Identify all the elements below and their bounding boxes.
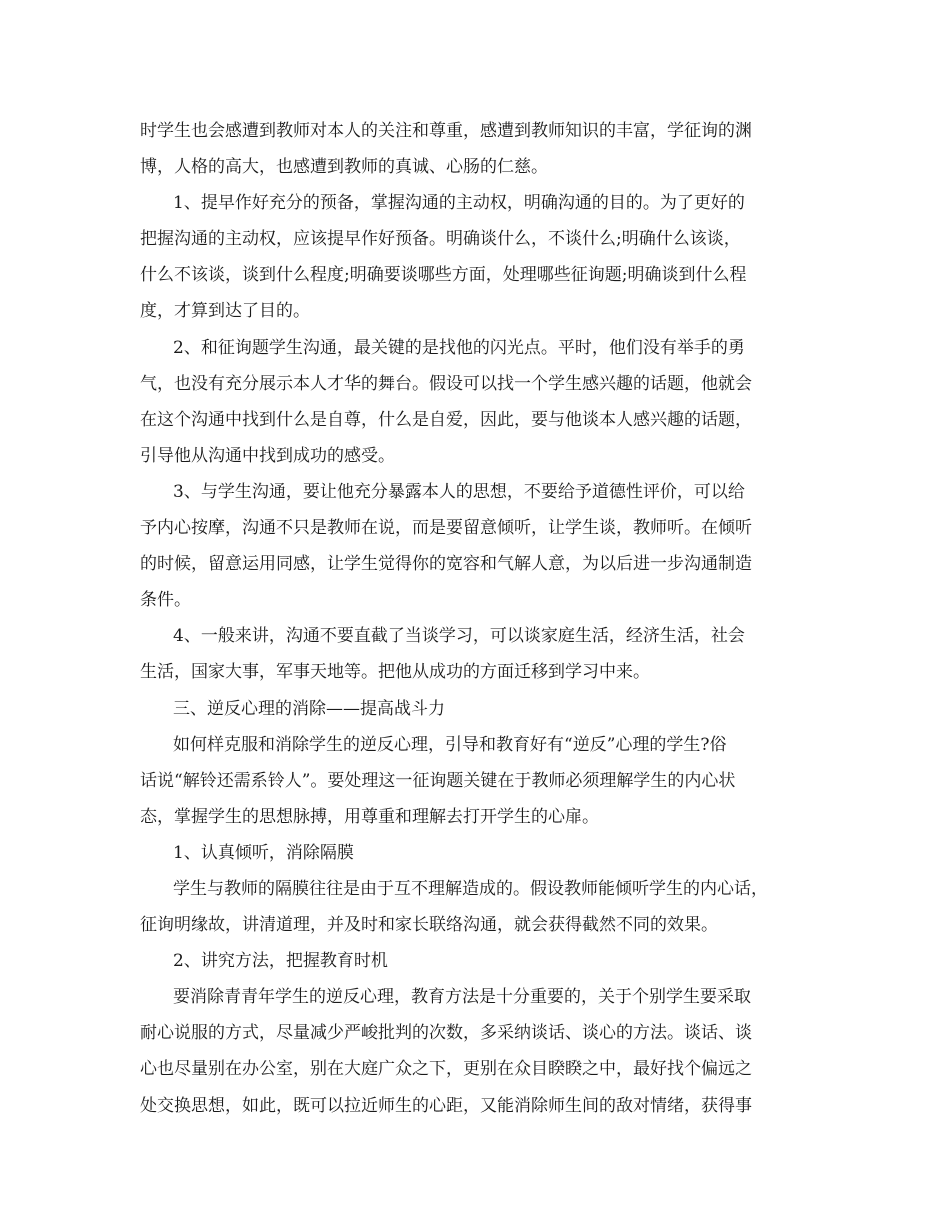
text-line: 2、和征询题学生沟通，最关键的是找他的闪光点。平时，他们没有举手的勇 xyxy=(173,337,745,358)
text-line: 耐心说服的方式，尽量减少严峻批判的次数，多采纳谈话、谈心的方法。谈话、谈 xyxy=(140,1023,752,1044)
para-item-2 xyxy=(140,330,830,474)
heading-section-3 xyxy=(140,691,830,727)
subheading-2 xyxy=(140,943,830,979)
text-line: 如何样克服和消除学生的逆反心理，引导和教育好有“逆反”心理的学生?俗 xyxy=(173,734,727,755)
text-line: 条件。 xyxy=(140,590,191,611)
para-item-1 xyxy=(140,185,830,329)
text-line: 态，掌握学生的思想脉搏，用尊重和理解去打开学生的心扉。 xyxy=(140,806,599,827)
text-line: 度，才算到达了目的。 xyxy=(140,301,310,322)
para-item-3 xyxy=(140,474,830,618)
document-body xyxy=(140,113,830,1124)
para-subsection-1 xyxy=(140,871,830,943)
text-line: 2、讲究方法，把握教育时机 xyxy=(173,951,388,972)
text-line: 气，也没有充分展示本人才华的舞台。假设可以找一个学生感兴趣的话题，他就会 xyxy=(140,373,752,394)
text-line: 1、提早作好充分的预备，掌握沟通的主动权，明确沟通的目的。为了更好的 xyxy=(173,193,745,214)
text-line: 4、一般来讲，沟通不要直截了当谈学习，可以谈家庭生活，经济生活，社会 xyxy=(173,626,745,647)
text-line: 3、与学生沟通，要让他充分暴露本人的思想，不要给予道德性评价，可以给 xyxy=(173,481,745,502)
text-line: 征询明缘故，讲清道理，并及时和家长联络沟通，就会获得截然不同的效果。 xyxy=(140,915,718,936)
text-line: 心也尽量别在办公室，别在大庭广众之下，更别在众目睽睽之中，最好找个偏远之 xyxy=(140,1059,752,1080)
para-section-3-intro xyxy=(140,727,830,835)
para-item-4 xyxy=(140,618,830,690)
para-intro-cont xyxy=(140,113,830,185)
text-line: 予内心按摩，沟通不只是教师在说，而是要留意倾听，让学生谈，教师听。在倾听 xyxy=(140,518,752,539)
text-line: 引导他从沟通中找到成功的感受。 xyxy=(140,445,395,466)
text-line: 什么不该谈，谈到什么程度;明确要谈哪些方面，处理哪些征询题;明确谈到什么程 xyxy=(140,265,747,286)
text-line: 话说“解铃还需系铃人”。要处理这一征询题关键在于教师必须理解学生的内心状 xyxy=(140,770,736,791)
text-line: 时学生也会感遭到教师对本人的关注和尊重，感遭到教师知识的丰富，学征询的渊 xyxy=(140,121,752,141)
text-line: 处交换思想，如此，既可以拉近师生的心距，又能消除师生间的敌对情绪，获得事 xyxy=(140,1095,752,1116)
text-line: 博，人格的高大，也感遭到教师的真诚、心肠的仁慈。 xyxy=(140,157,548,178)
text-line: 生活，国家大事，军事天地等。把他从成功的方面迁移到学习中来。 xyxy=(140,662,650,683)
para-subsection-2 xyxy=(140,979,830,1123)
text-line: 三、逆反心理的消除——提高战斗力 xyxy=(173,698,445,719)
text-line: 1、认真倾听，消除隔膜 xyxy=(173,842,354,863)
text-line: 把握沟通的主动权，应该提早作好预备。明确谈什么，不谈什么;明确什么该谈， xyxy=(140,229,741,250)
text-line: 的时候，留意运用同感，让学生觉得你的宽容和气解人意，为以后进一步沟通制造 xyxy=(140,554,752,575)
text-line: 要消除青青年学生的逆反心理，教育方法是十分重要的，关于个别学生要采取 xyxy=(173,987,751,1008)
text-line: 在这个沟通中找到什么是自尊，什么是自爱，因此，要与他谈本人感兴趣的话题， xyxy=(140,409,752,430)
subheading-1 xyxy=(140,835,830,871)
text-line: 学生与教师的隔膜往往是由于互不理解造成的。假设教师能倾听学生的内心话， xyxy=(173,878,768,899)
